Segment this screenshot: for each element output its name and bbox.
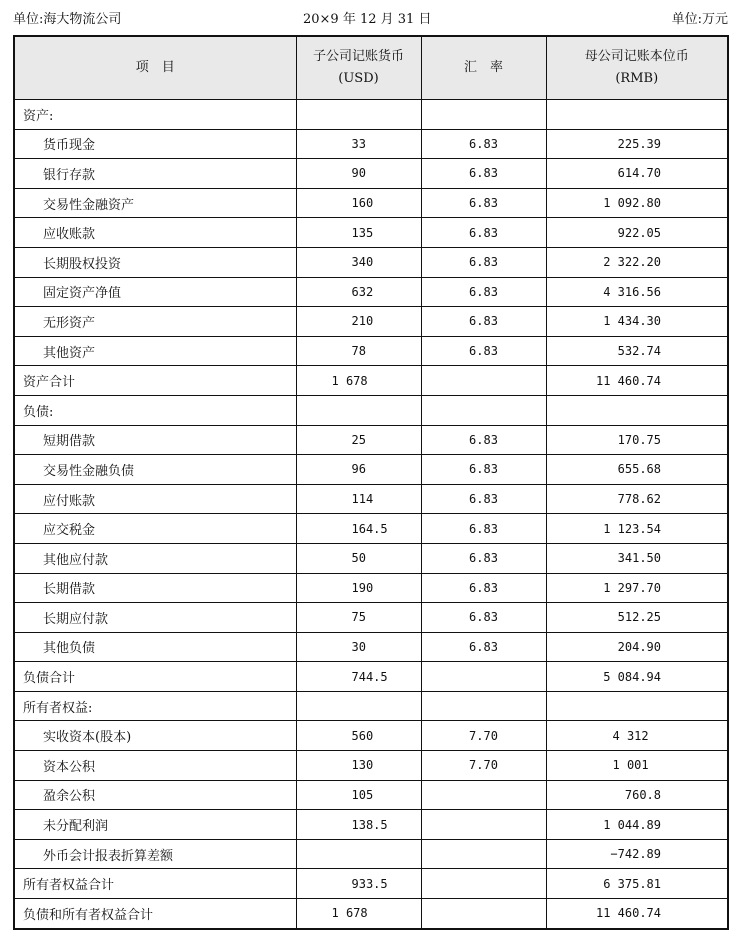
- cell-usd: 30: [296, 632, 421, 662]
- cell-rmb: 532.74: [546, 336, 728, 366]
- cell-rmb: [546, 691, 728, 721]
- table-row: [14, 366, 728, 396]
- cell-rmb: [546, 100, 728, 130]
- cell-item: 资产合计: [14, 366, 296, 396]
- cell-rmb: 5 084.94: [546, 662, 728, 692]
- cell-rmb: 778.62: [546, 484, 728, 514]
- cell-item: 负债:: [14, 395, 296, 425]
- cell-rmb: 614.70: [546, 159, 728, 189]
- cell-rmb: 4 312: [546, 721, 728, 751]
- cell-rate: 6.83: [421, 514, 546, 544]
- cell-item: 实收资本(股本): [14, 721, 296, 751]
- cell-rate: 6.83: [421, 188, 546, 218]
- cell-item: 交易性金融负债: [14, 455, 296, 485]
- cell-usd: 1 678: [296, 899, 421, 929]
- cell-usd: 560: [296, 721, 421, 751]
- cell-usd: 50: [296, 543, 421, 573]
- cell-item: 应交税金: [14, 514, 296, 544]
- table-row: [14, 247, 728, 277]
- cell-rate: 6.83: [421, 336, 546, 366]
- cell-rate: 6.83: [421, 159, 546, 189]
- cell-item: 无形资产: [14, 307, 296, 337]
- table-row: [14, 514, 728, 544]
- table-row: [14, 839, 728, 869]
- cell-usd: 210: [296, 307, 421, 337]
- column-header-sub-currency: [296, 36, 421, 100]
- table-row: [14, 159, 728, 189]
- cell-rate: [421, 780, 546, 810]
- table-row: [14, 543, 728, 573]
- cell-item: 资产:: [14, 100, 296, 130]
- table-row: [14, 721, 728, 751]
- table-row: [14, 632, 728, 662]
- column-header-item-label: 项 目: [135, 60, 175, 75]
- table-row: [14, 100, 728, 130]
- cell-item: 所有者权益合计: [14, 869, 296, 899]
- column-header-sub-currency-line2: (USD): [338, 71, 379, 86]
- cell-rate: [421, 366, 546, 396]
- cell-item: 外币会计报表折算差额: [14, 839, 296, 869]
- cell-rate: 6.83: [421, 484, 546, 514]
- cell-rate: 6.83: [421, 455, 546, 485]
- cell-usd: 933.5: [296, 869, 421, 899]
- cell-usd: 160: [296, 188, 421, 218]
- cell-rmb: 1 092.80: [546, 188, 728, 218]
- unit-currency-label: 单位:万元: [671, 12, 728, 27]
- cell-item: 银行存款: [14, 159, 296, 189]
- cell-item: 短期借款: [14, 425, 296, 455]
- cell-rmb: 655.68: [546, 455, 728, 485]
- table-row: [14, 869, 728, 899]
- table-row: [14, 395, 728, 425]
- cell-item: 未分配利润: [14, 810, 296, 840]
- cell-usd: 78: [296, 336, 421, 366]
- cell-usd: 25: [296, 425, 421, 455]
- cell-rate: 7.70: [421, 751, 546, 781]
- table-row: [14, 218, 728, 248]
- cell-item: 应收账款: [14, 218, 296, 248]
- cell-rate: [421, 100, 546, 130]
- table-row: [14, 425, 728, 455]
- cell-rate: 6.83: [421, 277, 546, 307]
- cell-usd: 632: [296, 277, 421, 307]
- table-row: [14, 455, 728, 485]
- translated-balance-sheet-table: [13, 35, 729, 930]
- cell-rmb: 1 434.30: [546, 307, 728, 337]
- cell-item: 应付账款: [14, 484, 296, 514]
- cell-item: 长期借款: [14, 573, 296, 603]
- table-row: [14, 277, 728, 307]
- cell-rate: [421, 395, 546, 425]
- cell-item: 其他资产: [14, 336, 296, 366]
- cell-rmb: −742.89: [546, 839, 728, 869]
- table-row: [14, 899, 728, 929]
- column-header-parent-currency-line1: 母公司记账本位币: [584, 49, 689, 64]
- cell-item: 所有者权益:: [14, 691, 296, 721]
- cell-usd: 96: [296, 455, 421, 485]
- table-row: [14, 336, 728, 366]
- cell-rmb: 1 297.70: [546, 573, 728, 603]
- cell-rate: 6.83: [421, 218, 546, 248]
- table-row: [14, 573, 728, 603]
- cell-rate: [421, 662, 546, 692]
- cell-rmb: 4 316.56: [546, 277, 728, 307]
- cell-usd: [296, 839, 421, 869]
- cell-rmb: 341.50: [546, 543, 728, 573]
- table-row: [14, 188, 728, 218]
- cell-rmb: 2 322.20: [546, 247, 728, 277]
- cell-item: 其他应付款: [14, 543, 296, 573]
- table-row: [14, 751, 728, 781]
- cell-rmb: 922.05: [546, 218, 728, 248]
- cell-usd: 340: [296, 247, 421, 277]
- cell-usd: 105: [296, 780, 421, 810]
- column-header-item: [14, 36, 296, 100]
- cell-rmb: 1 044.89: [546, 810, 728, 840]
- cell-item: 资本公积: [14, 751, 296, 781]
- cell-rmb: 170.75: [546, 425, 728, 455]
- table-row: [14, 662, 728, 692]
- cell-rmb: 512.25: [546, 603, 728, 633]
- cell-rmb: 11 460.74: [546, 899, 728, 929]
- cell-rmb: 6 375.81: [546, 869, 728, 899]
- report-header: [13, 8, 728, 28]
- cell-item: 负债和所有者权益合计: [14, 899, 296, 929]
- cell-usd: 114: [296, 484, 421, 514]
- cell-usd: 90: [296, 159, 421, 189]
- cell-rate: 6.83: [421, 573, 546, 603]
- cell-rate: 6.83: [421, 129, 546, 159]
- table-row: [14, 810, 728, 840]
- table-row: [14, 129, 728, 159]
- cell-usd: 1 678: [296, 366, 421, 396]
- cell-rate: [421, 899, 546, 929]
- cell-rate: [421, 810, 546, 840]
- cell-usd: 130: [296, 751, 421, 781]
- report-date: 20×9 年 12 月 31 日: [303, 12, 432, 27]
- table-row: [14, 307, 728, 337]
- cell-rate: [421, 691, 546, 721]
- cell-rmb: 1 123.54: [546, 514, 728, 544]
- table-row: [14, 484, 728, 514]
- cell-item: 盈余公积: [14, 780, 296, 810]
- cell-rate: 6.83: [421, 425, 546, 455]
- cell-rate: 7.70: [421, 721, 546, 751]
- table-header-row: [14, 36, 728, 100]
- cell-item: 长期应付款: [14, 603, 296, 633]
- cell-item: 其他负债: [14, 632, 296, 662]
- cell-usd: 744.5: [296, 662, 421, 692]
- cell-usd: [296, 100, 421, 130]
- cell-usd: [296, 395, 421, 425]
- cell-rate: 6.83: [421, 603, 546, 633]
- cell-item: 货币现金: [14, 129, 296, 159]
- cell-usd: 135: [296, 218, 421, 248]
- cell-usd: 190: [296, 573, 421, 603]
- cell-usd: 164.5: [296, 514, 421, 544]
- column-header-parent-currency: [546, 36, 728, 100]
- cell-usd: [296, 691, 421, 721]
- cell-rmb: 1 001: [546, 751, 728, 781]
- cell-rate: 6.83: [421, 632, 546, 662]
- table-row: [14, 780, 728, 810]
- cell-rate: [421, 869, 546, 899]
- cell-item: 负债合计: [14, 662, 296, 692]
- cell-rmb: 204.90: [546, 632, 728, 662]
- column-header-rate-label: 汇 率: [463, 60, 503, 75]
- cell-usd: 33: [296, 129, 421, 159]
- cell-rate: [421, 839, 546, 869]
- cell-item: 长期股权投资: [14, 247, 296, 277]
- cell-usd: 75: [296, 603, 421, 633]
- table-row: [14, 691, 728, 721]
- cell-item: 交易性金融资产: [14, 188, 296, 218]
- cell-rate: 6.83: [421, 247, 546, 277]
- column-header-sub-currency-line1: 子公司记账货币: [312, 49, 404, 64]
- table-row: [14, 603, 728, 633]
- cell-rate: 6.83: [421, 307, 546, 337]
- column-header-rate: [421, 36, 546, 100]
- column-header-parent-currency-line2: (RMB): [615, 71, 659, 86]
- cell-rmb: 11 460.74: [546, 366, 728, 396]
- cell-rmb: [546, 395, 728, 425]
- cell-item: 固定资产净值: [14, 277, 296, 307]
- cell-rmb: 225.39: [546, 129, 728, 159]
- cell-rmb: 760.8: [546, 780, 728, 810]
- unit-company-label: 单位:海大物流公司: [13, 12, 122, 27]
- cell-usd: 138.5: [296, 810, 421, 840]
- cell-rate: 6.83: [421, 543, 546, 573]
